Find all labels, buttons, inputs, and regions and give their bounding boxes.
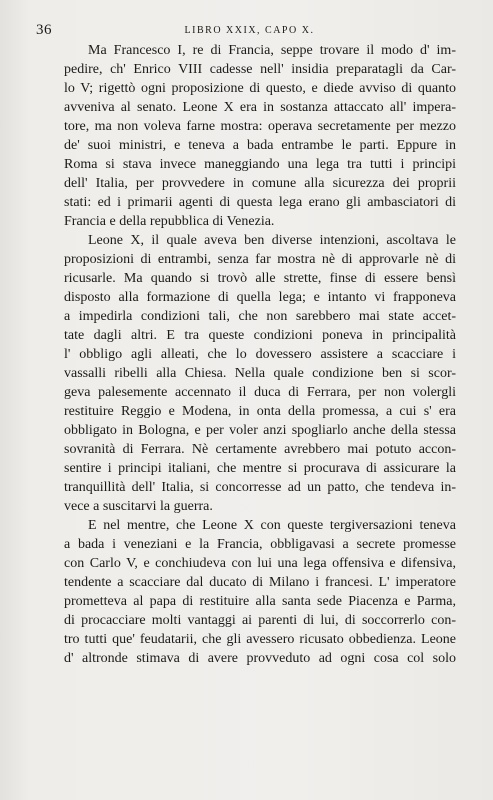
text-line: Ma Francesco I, re di Francia, seppe trovare il modo d' im-	[88, 43, 456, 58]
running-title: LIBRO XXIX, CAPO X.	[184, 25, 315, 36]
text-line: proposizioni di entrambi, senza far mostra nè di approvarle nè di	[64, 252, 456, 267]
text-line: Francia e della repubblica di Venezia.	[64, 214, 275, 229]
text-line: E nel mentre, che Leone X con queste tergiversazioni teneva	[88, 518, 456, 533]
page-number: 36	[36, 22, 52, 38]
text-line: dell' Italia, per provvedere in comune alla sicurezza dei proprii	[64, 176, 456, 191]
page-header	[36, 22, 463, 40]
text-line: d' altronde stimava di avere provveduto ad ogni cosa col solo	[64, 651, 456, 666]
text-line: a bada i veneziani e la Francia, obbligavasi a secrete promesse	[64, 537, 456, 552]
text-line: ricusarle. Ma quando si trovò alle strette, finse di essere bensì	[64, 271, 456, 286]
text-line: de' suoi ministri, e teneva a bada entrambe le parti. Eppure in	[64, 138, 456, 153]
text-line: tro tutti que' feudatarii, che gli avessero ricusato obbedienza. Leone	[64, 632, 456, 647]
text-line: pedire, ch' Enrico VIII cadesse nell' insidia preparatagli da Car-	[64, 62, 456, 77]
text-line: Leone X, il quale aveva ben diverse intenzioni, ascoltava le	[88, 233, 456, 248]
text-line: tendente a scacciare dal ducato di Milano i francesi. L' imperatore	[64, 575, 456, 590]
paragraph	[64, 41, 456, 231]
text-line: obbligato in Bologna, e per voler anzi spogliarlo anche della stessa	[64, 423, 456, 438]
text-line: stati: ed i primarii agenti di questa lega erano gli ambasciatori di	[64, 195, 456, 210]
text-line: lo V; rigettò ogni proposizione di questo, e diede avviso di quanto	[64, 81, 456, 96]
text-line: disposto alla formazione di quella lega; e intanto vi frapponeva	[64, 290, 456, 305]
text-line: di procacciare molti vantaggi ai parenti di lui, di soccorrerlo con-	[64, 613, 456, 628]
text-line: restituire Reggio e Modena, in onta della promessa, a cui s' era	[64, 404, 456, 419]
text-line: tore, ma non voleva farne mostra: operava secretamente per mezzo	[64, 119, 456, 134]
text-line: con Carlo V, e conchiudeva con lui una lega offensiva e difensiva,	[64, 556, 456, 571]
text-line: vassalli ribelli alla Chiesa. Nella quale condizione ben si scor-	[64, 366, 456, 381]
page-body	[64, 41, 456, 668]
text-line: Roma si stava invece maneggiando una lega tra tutti i principi	[64, 157, 456, 172]
text-line: vece a suscitarvi la guerra.	[64, 499, 213, 514]
text-line: avveniva al senato. Leone X era in sostanza attaccato all' impera-	[64, 100, 456, 115]
text-line: sentire i principi italiani, che mentre si procurava di assicurare la	[64, 461, 456, 476]
paragraph	[64, 231, 456, 516]
text-line: l' obbligo agli alleati, che lo dovessero assistere a scacciare i	[64, 347, 456, 362]
text-line: geva palesemente accennato il duca di Ferrara, per non volergli	[64, 385, 456, 400]
text-line: tate dagli altri. E tra queste condizioni poneva in principalità	[64, 328, 456, 343]
text-line: tranquillità dell' Italia, si concorresse ad un patto, che tendeva in-	[64, 480, 456, 495]
text-line: a impedirla condizioni tali, che non sarebbero mai state accet-	[64, 309, 456, 324]
paragraph	[64, 516, 456, 668]
text-line: sovranità di Ferrara. Nè certamente avrebbero mai potuto accon-	[64, 442, 456, 457]
text-line: prometteva al papa di restituire alla santa sede Piacenza e Parma,	[64, 594, 456, 609]
